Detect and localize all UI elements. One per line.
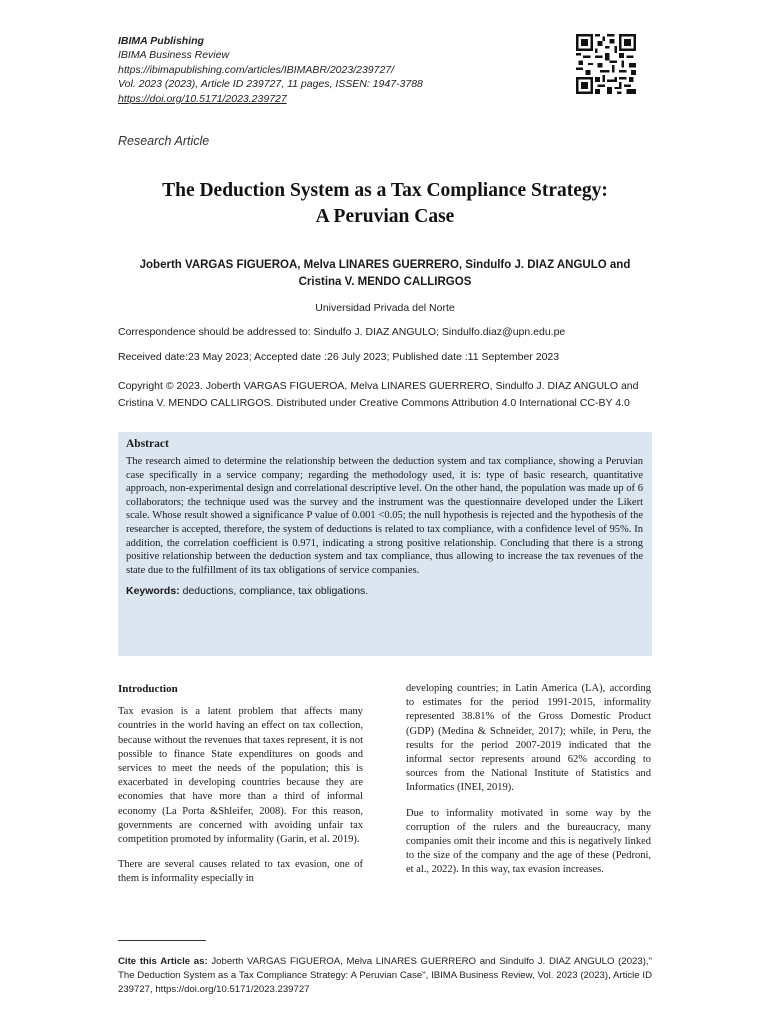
journal-name: IBIMA Business Review [118, 49, 230, 62]
cite-label: Cite this Article as: [118, 956, 208, 967]
title-line-1: The Deduction System as a Tax Compliance Strategy: [162, 180, 608, 201]
abstract-text: The research aimed to determine the relationship between the deduction system and tax compliance, showing a Peruvian case specifically in a service company; regarding the methodology used, it is: type of basic research, quantitative approach, non-experimental design and correlational descriptive level. On the other hand, the population was made up of 6 collaborators; the technique used was the survey and the instrument was the questionnaire developed under the Likert scale. Whose result showed a significance P value of 0.001 <0.05; the null hypothesis is rejected and the hypothesis of the researcher is accepted, therefore, the system of deductions is related to tax compliance, with a confidence level of 95%. In addition, the correlation coefficient is 0.971, indicating a strong positive relationship. Concluding that there is a strong positive relationship between the deduction system and tax compliance, thus allowing to increase the tax revenues of the state due to the fulfillment of its tax obligations of service companies. [126, 456, 643, 576]
right-column [406, 682, 651, 889]
copyright-notice [118, 378, 658, 411]
affiliation: Universidad Privada del Norte [315, 302, 455, 314]
journal-header [118, 34, 538, 106]
intro-paragraph-1: Tax evasion is a latent problem that affects many countries in the world having an effect on tax collection, because without the revenues that taxes represent, it is not possible to finance State expenditures on goods and services to meet the needs of the population; this is exacerbated in developing countries because they are economies that have more than a third of informal economy (La Porta &Shleifer, 2008). For this reason, governments are concerned with avoiding unfair tax competition promoted by informality (Garín, et al. 2019). [118, 706, 363, 846]
keywords [126, 585, 643, 597]
article-title [100, 178, 670, 230]
copyright-line-1: Copyright © 2023. Joberth VARGAS FIGUEROA, Melva LINARES GUERRERO, Sindulfo J. DIAZ ANGULO and [118, 380, 639, 392]
publisher-name: IBIMA Publishing [118, 35, 204, 47]
keywords-label: Keywords: [126, 585, 180, 598]
footnote-divider [118, 940, 206, 941]
article-type: Research Article [118, 134, 210, 148]
authors-line-2: Cristina V. MENDO CALLIRGOS [298, 276, 472, 288]
introduction-heading: Introduction [118, 683, 178, 695]
intro-paragraph-2: There are several causes related to tax evasion, one of them is informality especially in [118, 859, 363, 885]
volume-info: Vol. 2023 (2023), Article ID 239727, 11 pages, ISSEN: 1947-3788 [118, 78, 423, 91]
doi-link[interactable]: https://doi.org/10.5171/2023.239727 [118, 92, 287, 105]
intro-paragraph-4: Due to informality motivated in some way by the corruption of the rulers and the bureaucracy, many companies omit their income and this is negatively linked to the size of the company and the age of these (Pedroni, et al., 2022). In this way, tax evasion increases. [406, 807, 651, 876]
authors-line-1: Joberth VARGAS FIGUEROA, Melva LINARES GUERRERO, Sindulfo J. DIAZ ANGULO and [139, 259, 631, 271]
author-list [118, 257, 652, 291]
abstract-box [118, 432, 652, 656]
cite-text: Joberth VARGAS FIGUEROA, Melva LINARES GUERRERO and Sindulfo J. DIAZ ANGULO (2023)," The Deduction System as a Tax Compliance Strategy: A Peruvian Case", IBIMA Business Review, Vol. 2023 (2023), Article ID 239727, https://doi.org/10.5171/2023.239727 [118, 956, 652, 995]
correspondence: Correspondence should be addressed to: Sindulfo J. DIAZ ANGULO; Sindulfo.diaz@upn.edu.pe [118, 326, 566, 338]
publication-dates: Received date:23 May 2023; Accepted date :26 July 2023; Published date :11 September 2023 [118, 351, 560, 363]
left-column [118, 682, 363, 898]
keywords-list: deductions, compliance, tax obligations. [179, 585, 369, 598]
citation-note [118, 955, 652, 997]
title-line-2: A Peruvian Case [315, 206, 455, 227]
qr-code-icon [576, 34, 636, 94]
intro-paragraph-3: developing countries; in Latin America (LA), according to estimates for the period 1991-2015, informality represented 38.81% of the Gross Domestic Product (GDP) (Medina & Schneider, 2017); while, in Peru, the results for the period 2007-2019 indicated that the informal sector represents around 62% according to sources from the National Institute of Statistics and Informatics (INEI, 2019). [406, 683, 651, 794]
abstract-heading: Abstract [126, 438, 169, 450]
article-url[interactable]: https://ibimapublishing.com/articles/IBIMABR/2023/239727/ [118, 63, 395, 76]
copyright-line-2: Cristina V. MENDO CALLIRGOS. Distributed under Creative Commons Attribution 4.0 International CC-BY 4.0 [118, 396, 630, 409]
